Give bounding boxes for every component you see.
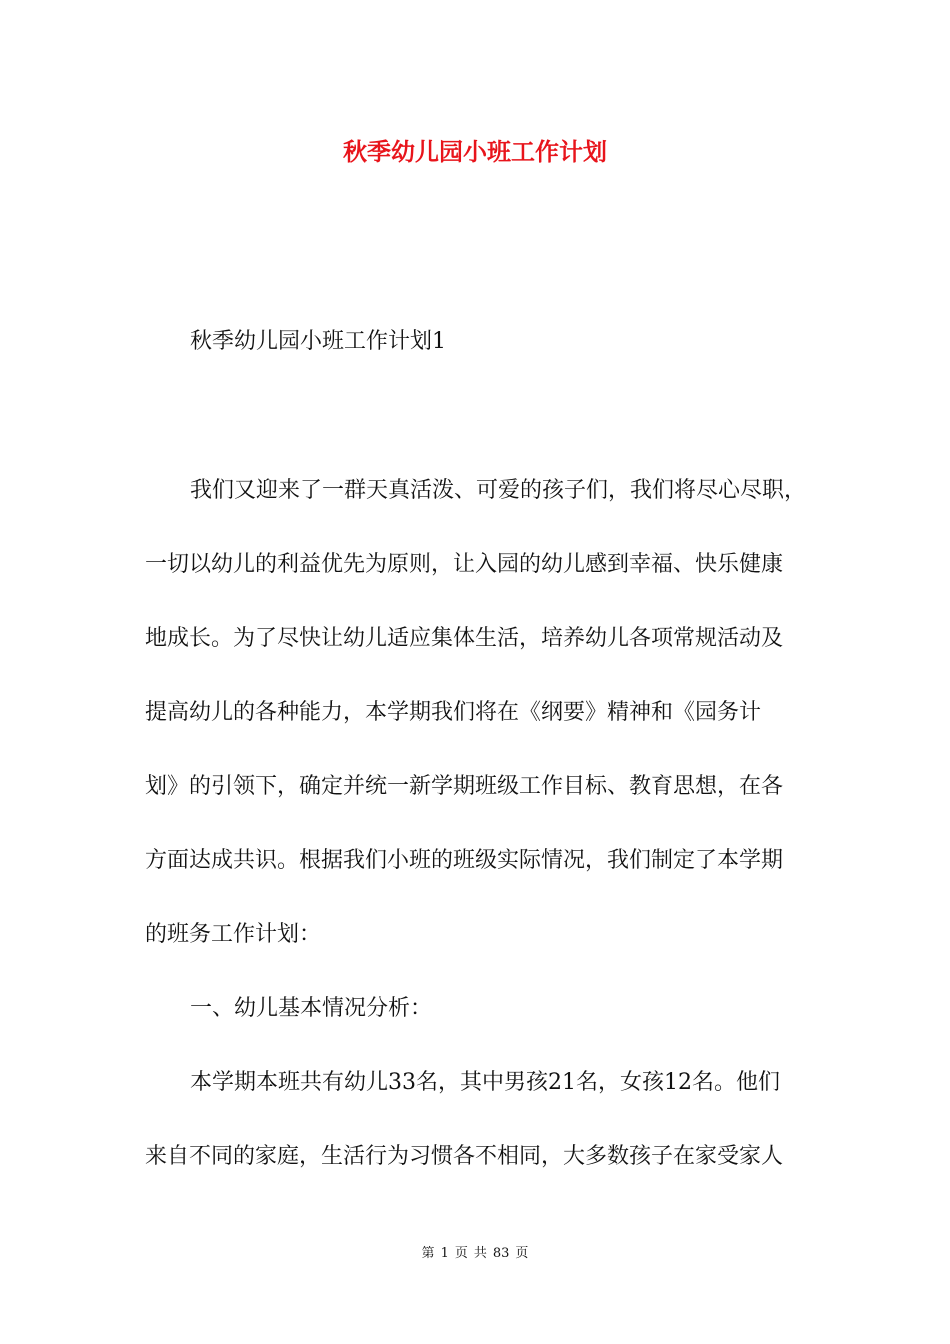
page-footer: [0, 1244, 950, 1264]
paragraph-line: 方面达成共识。根据我们小班的班级实际情况，我们制定了本学期: [145, 848, 784, 873]
footer-total-word: 共: [473, 1246, 487, 1261]
footer-page-word: 页: [454, 1246, 468, 1261]
paragraph-line: 我们又迎来了一群天真活泼、可爱的孩子们，我们将尽心尽职，: [190, 478, 807, 503]
section-heading: 秋季幼儿园小班工作计划1: [190, 329, 446, 354]
total-pages-number: 83: [492, 1246, 510, 1261]
paragraph-line: 的班务工作计划：: [145, 922, 322, 947]
paragraph-line: 本学期本班共有幼儿33名，其中男孩21名，女孩12名。他们: [190, 1070, 780, 1095]
paragraph-line: 划》的引领下，确定并统一新学期班级工作目标、教育思想，在各: [145, 774, 784, 799]
paragraph-line: 来自不同的家庭，生活行为习惯各不相同，大多数孩子在家受家人: [145, 1144, 784, 1169]
paragraph-line: 一切以幼儿的利益优先为原则，让入园的幼儿感到幸福、快乐健康: [145, 552, 784, 577]
paragraph-line: 提高幼儿的各种能力，本学期我们将在《纲要》精神和《园务计: [145, 700, 762, 725]
paragraph-line: 地成长。为了尽快让幼儿适应集体生活，培养幼儿各项常规活动及: [145, 626, 784, 651]
current-page-number: 1: [440, 1246, 449, 1261]
page-title: 秋季幼儿园小班工作计划: [343, 137, 607, 166]
footer-suffix: 页: [515, 1246, 529, 1261]
subsection-heading: 一、幼儿基本情况分析：: [190, 996, 433, 1021]
footer-prefix: 第: [421, 1246, 435, 1261]
